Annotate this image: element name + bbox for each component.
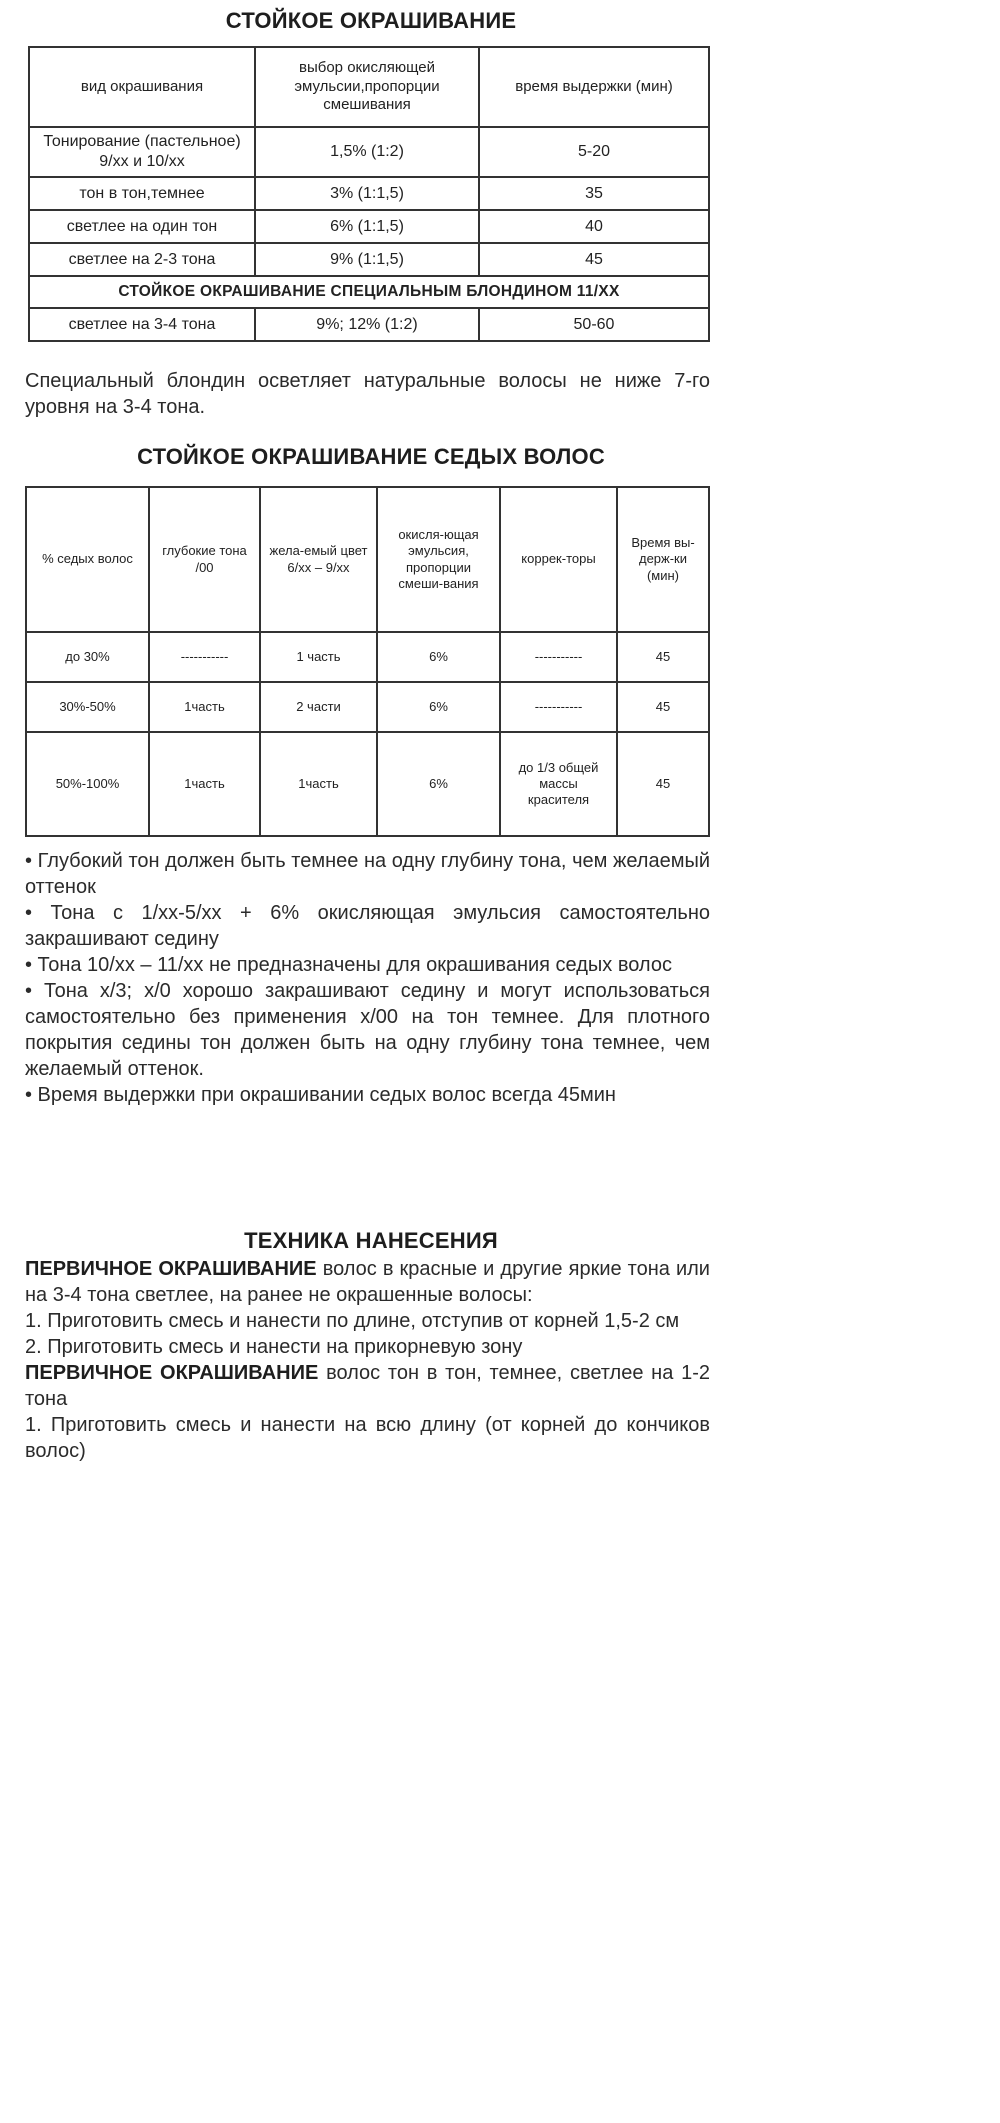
table-cell: 40 bbox=[479, 210, 709, 243]
technique-block-1-text: волос в красные и другие яркие тона или на 3-4 тона светлее, на ранее не окрашенные волосы: bbox=[25, 1258, 710, 1306]
section-row bbox=[29, 276, 709, 308]
table-cell: до 1/3 общей массы красителя bbox=[500, 732, 617, 836]
header-cell: выбор окисляющей эмульсии,пропорции смешивания bbox=[255, 47, 479, 127]
table-cell: 2 части bbox=[260, 682, 377, 732]
table2-title: СТОЙКОЕ ОКРАШИВАНИЕ СЕДЫХ ВОЛОС bbox=[137, 444, 605, 469]
bullet-item: • Время выдержки при окрашивании седых волос всегда 45мин bbox=[25, 1084, 616, 1106]
technique-block-2-heading: ПЕРВИЧНОЕ ОКРАШИВАНИЕ bbox=[25, 1362, 319, 1384]
table-cell: 3% (1:1,5) bbox=[255, 177, 479, 210]
technique-text bbox=[25, 1256, 710, 1464]
header-cell: коррек-торы bbox=[500, 487, 617, 632]
table-cell: 1,5% (1:2) bbox=[255, 127, 479, 177]
table-cell: 1часть bbox=[149, 682, 260, 732]
header-cell: % седых волос bbox=[26, 487, 149, 632]
table-row bbox=[29, 308, 709, 341]
table-cell: 35 bbox=[479, 177, 709, 210]
technique-step: 1. Приготовить смесь и нанести на всю длину (от корней до кончиков волос) bbox=[25, 1414, 710, 1462]
bullet-item: • Тона 10/хх – 11/хх не предназначены для окрашивания седых волос bbox=[25, 954, 672, 976]
bullet-list bbox=[25, 848, 710, 1108]
table-header-row bbox=[26, 487, 709, 632]
blonde-note: Специальный блондин осветляет натуральные волосы не ниже 7-го уровня на 3-4 тона. bbox=[25, 370, 710, 418]
table-cell: 6% bbox=[377, 732, 500, 836]
technique-block-2-text: волос тон в тон, темнее, светлее на 1-2 тона bbox=[25, 1362, 710, 1410]
table-cell: 45 bbox=[479, 243, 709, 276]
header-cell: жела-емый цвет 6/хх – 9/хх bbox=[260, 487, 377, 632]
section-heading: СТОЙКОЕ ОКРАШИВАНИЕ СПЕЦИАЛЬНЫМ БЛОНДИНОМ 11/ХХ bbox=[29, 276, 709, 308]
technique-step: 1. Приготовить смесь и нанести по длине, отступив от корней 1,5-2 см bbox=[25, 1310, 680, 1332]
table-row bbox=[26, 632, 709, 682]
gray-hair-coloring-table bbox=[25, 486, 710, 837]
table-cell: 5-20 bbox=[479, 127, 709, 177]
header-cell: Время вы-держ-ки (мин) bbox=[617, 487, 709, 632]
technique-block-2 bbox=[25, 1360, 710, 1412]
table1-title: СТОЙКОЕ ОКРАШИВАНИЕ bbox=[225, 8, 517, 33]
header-cell: время выдержки (мин) bbox=[479, 47, 709, 127]
table-cell: 1 часть bbox=[260, 632, 377, 682]
table-row bbox=[29, 210, 709, 243]
header-cell: окисля-ющая эмульсия, пропорции смеши-вания bbox=[377, 487, 500, 632]
table-cell: 1часть bbox=[149, 732, 260, 836]
table-cell: светлее на 2-3 тона bbox=[29, 243, 255, 276]
table-cell: 1часть bbox=[260, 732, 377, 836]
table-cell: 6% (1:1,5) bbox=[255, 210, 479, 243]
table-cell: светлее на 3-4 тона bbox=[29, 308, 255, 341]
table-cell: 50%-100% bbox=[26, 732, 149, 836]
table-cell: 45 bbox=[617, 682, 709, 732]
table-cell: 6% bbox=[377, 632, 500, 682]
table-cell: тон в тон,темнее bbox=[29, 177, 255, 210]
technique-block-1 bbox=[25, 1256, 710, 1308]
table-row bbox=[29, 177, 709, 210]
table-cell: до 30% bbox=[26, 632, 149, 682]
table-row bbox=[26, 732, 709, 836]
table-cell: 50-60 bbox=[479, 308, 709, 341]
bullet-item: • Тона с 1/хх-5/хх + 6% окисляющая эмульсия самостоятельно закрашивают седину bbox=[25, 902, 710, 950]
bullet-item: • Тона х/3; х/0 хорошо закрашивают седину и могут использоваться самостоятельно без применения х/00 на тон темнее. Для плотного покрытия седины тон должен быть на одну глубину тона темнее, чем желаемый оттенок. bbox=[25, 980, 710, 1080]
header-cell: вид окрашивания bbox=[29, 47, 255, 127]
table-header-row bbox=[29, 47, 709, 127]
table-row bbox=[29, 243, 709, 276]
bullet-item: • Глубокий тон должен быть темнее на одну глубину тона, чем желаемый оттенок bbox=[25, 850, 710, 898]
table-cell: 9%; 12% (1:2) bbox=[255, 308, 479, 341]
technique-block-1-heading: ПЕРВИЧНОЕ ОКРАШИВАНИЕ bbox=[25, 1258, 317, 1280]
table-cell: ----------- bbox=[149, 632, 260, 682]
table-cell: ----------- bbox=[500, 682, 617, 732]
table-cell: 6% bbox=[377, 682, 500, 732]
table-cell: светлее на один тон bbox=[29, 210, 255, 243]
header-cell: глубокие тона /00 bbox=[149, 487, 260, 632]
table-row bbox=[29, 127, 709, 177]
table-row bbox=[26, 682, 709, 732]
table-cell: 45 bbox=[617, 732, 709, 836]
table-cell: 30%-50% bbox=[26, 682, 149, 732]
permanent-coloring-table bbox=[28, 46, 710, 342]
technique-step: 2. Приготовить смесь и нанести на прикорневую зону bbox=[25, 1336, 523, 1358]
table-cell: Тонирование (пастельное) 9/хх и 10/хх bbox=[29, 127, 255, 177]
table-cell: 9% (1:1,5) bbox=[255, 243, 479, 276]
table-cell: ----------- bbox=[500, 632, 617, 682]
table-cell: 45 bbox=[617, 632, 709, 682]
technique-title: ТЕХНИКА НАНЕСЕНИЯ bbox=[244, 1228, 498, 1253]
